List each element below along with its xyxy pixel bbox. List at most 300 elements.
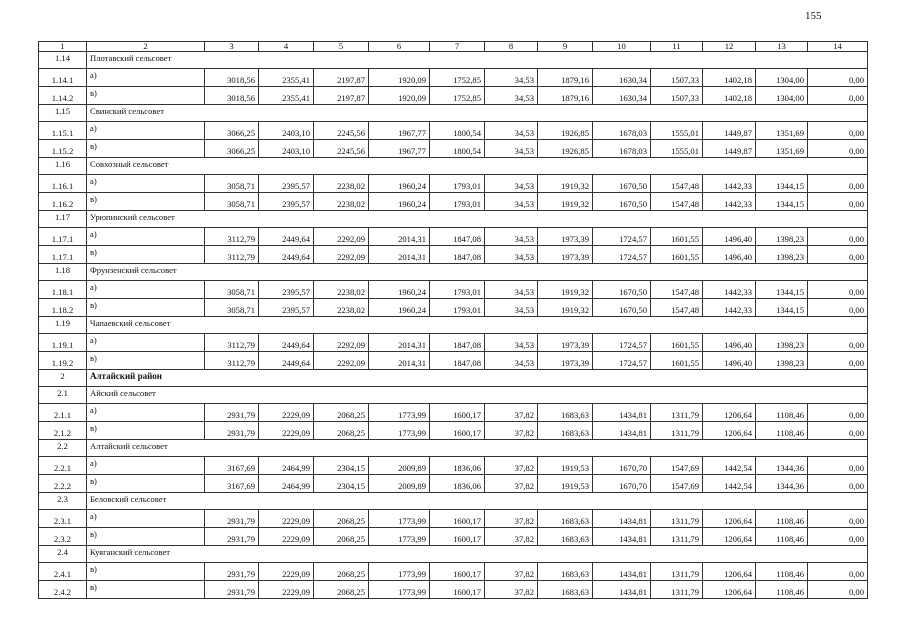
value-cell: 1442,33 [703,193,756,211]
value-cell: 1442,33 [703,175,756,193]
value-cell: 1630,34 [593,69,651,87]
row-code: 2.3.2 [39,528,87,546]
value-cell: 1304,00 [756,69,808,87]
section-code: 1.14 [39,52,87,69]
value-cell: 1442,33 [703,299,756,317]
value-cell: 2355,41 [259,69,314,87]
row-label: в) [87,352,205,370]
value-cell: 1960,24 [369,281,430,299]
header-cell: 11 [651,42,703,52]
value-cell: 3112,79 [205,246,259,264]
value-cell: 1919,53 [538,475,593,493]
value-cell: 2245,56 [314,140,369,158]
value-cell: 1398,23 [756,246,808,264]
value-cell: 1206,64 [703,581,756,599]
value-cell: 1442,54 [703,475,756,493]
value-cell: 1973,39 [538,352,593,370]
value-cell: 2355,41 [259,87,314,105]
section-row [39,440,868,457]
value-cell: 3112,79 [205,352,259,370]
value-cell: 1507,33 [651,87,703,105]
value-cell: 1973,39 [538,228,593,246]
value-cell: 2449,64 [259,228,314,246]
value-cell: 2931,79 [205,528,259,546]
value-cell: 1670,50 [593,175,651,193]
value-cell: 1507,33 [651,69,703,87]
value-cell: 1351,69 [756,122,808,140]
row-code: 1.19.1 [39,334,87,352]
value-cell: 1926,85 [538,122,593,140]
header-cell: 14 [808,42,868,52]
value-cell: 1434,81 [593,422,651,440]
value-cell: 1967,77 [369,140,430,158]
value-cell: 2245,56 [314,122,369,140]
value-cell: 2292,09 [314,334,369,352]
value-cell: 1752,85 [430,69,485,87]
value-cell: 1752,85 [430,87,485,105]
value-cell: 0,00 [808,581,868,599]
value-cell: 2292,09 [314,228,369,246]
row-code: 2.1.1 [39,404,87,422]
value-cell: 2229,09 [259,422,314,440]
value-cell: 2229,09 [259,510,314,528]
value-cell: 1344,15 [756,299,808,317]
section-fill [205,440,868,457]
value-cell: 1108,46 [756,563,808,581]
value-cell: 1683,63 [538,422,593,440]
value-cell: 2014,31 [369,352,430,370]
section-row [39,158,868,175]
value-cell: 37,82 [485,422,538,440]
value-cell: 1773,99 [369,581,430,599]
value-cell: 2395,57 [259,175,314,193]
row-label: а) [87,334,205,352]
value-cell: 1919,32 [538,281,593,299]
value-cell: 37,82 [485,581,538,599]
value-cell: 1773,99 [369,404,430,422]
row-label: в) [87,422,205,440]
value-cell: 1836,06 [430,475,485,493]
value-cell: 0,00 [808,87,868,105]
row-code: 1.17.1 [39,228,87,246]
value-cell: 0,00 [808,228,868,246]
value-cell: 2304,15 [314,475,369,493]
value-cell: 2009,89 [369,475,430,493]
value-cell: 0,00 [808,69,868,87]
value-cell: 1555,01 [651,140,703,158]
section-code: 2.4 [39,546,87,563]
value-cell: 2014,31 [369,334,430,352]
value-cell: 37,82 [485,404,538,422]
value-cell: 1434,81 [593,404,651,422]
value-cell: 1398,23 [756,228,808,246]
value-cell: 1402,18 [703,69,756,87]
value-cell: 1402,18 [703,87,756,105]
value-cell: 2068,25 [314,581,369,599]
value-cell: 1206,64 [703,404,756,422]
header-cell: 12 [703,42,756,52]
value-cell: 1973,39 [538,334,593,352]
header-cell: 1 [39,42,87,52]
value-cell: 2931,79 [205,563,259,581]
row-label: в) [87,246,205,264]
section-code: 2.3 [39,493,87,510]
value-cell: 1442,54 [703,457,756,475]
value-cell: 2931,79 [205,404,259,422]
value-cell: 2229,09 [259,404,314,422]
value-cell: 1344,15 [756,193,808,211]
section-title: Совхозный сельсовет [87,158,205,175]
row-label: в) [87,140,205,158]
section-fill [205,52,868,69]
value-cell: 1601,55 [651,228,703,246]
value-cell: 1434,81 [593,528,651,546]
value-cell: 2197,87 [314,69,369,87]
table-row [39,475,868,493]
value-cell: 1670,70 [593,475,651,493]
value-cell: 3112,79 [205,228,259,246]
value-cell: 34,53 [485,69,538,87]
value-cell: 2238,02 [314,299,369,317]
value-cell: 2068,25 [314,510,369,528]
value-cell: 1773,99 [369,510,430,528]
value-cell: 1311,79 [651,581,703,599]
value-cell: 0,00 [808,193,868,211]
row-code: 1.19.2 [39,352,87,370]
value-cell: 1800,54 [430,122,485,140]
value-cell: 1773,99 [369,422,430,440]
value-cell: 2395,57 [259,299,314,317]
section-row [39,317,868,334]
value-cell: 1919,32 [538,193,593,211]
row-code: 2.3.1 [39,510,87,528]
value-cell: 2395,57 [259,193,314,211]
value-cell: 3167,69 [205,457,259,475]
value-cell: 0,00 [808,175,868,193]
row-label: а) [87,510,205,528]
value-cell: 2449,64 [259,352,314,370]
table-row [39,404,868,422]
row-label: в) [87,528,205,546]
value-cell: 2068,25 [314,404,369,422]
row-label: в) [87,193,205,211]
row-code: 1.15.2 [39,140,87,158]
value-cell: 2464,99 [259,475,314,493]
section-code: 1.19 [39,317,87,334]
row-label: в) [87,299,205,317]
value-cell: 1206,64 [703,528,756,546]
value-cell: 1311,79 [651,404,703,422]
value-cell: 1773,99 [369,563,430,581]
value-cell: 0,00 [808,563,868,581]
value-cell: 1434,81 [593,563,651,581]
value-cell: 1434,81 [593,510,651,528]
value-cell: 1847,08 [430,228,485,246]
value-cell: 3167,69 [205,475,259,493]
value-cell: 1960,24 [369,299,430,317]
value-cell: 1547,69 [651,457,703,475]
header-cell: 13 [756,42,808,52]
header-cell: 9 [538,42,593,52]
section-fill [205,370,868,387]
value-cell: 2449,64 [259,246,314,264]
table-row [39,299,868,317]
value-cell: 2009,89 [369,457,430,475]
value-cell: 2449,64 [259,334,314,352]
value-cell: 1683,63 [538,581,593,599]
header-cell: 7 [430,42,485,52]
section-fill [205,211,868,228]
value-cell: 3066,25 [205,122,259,140]
value-cell: 1547,48 [651,175,703,193]
value-cell: 1683,63 [538,510,593,528]
value-cell: 1630,34 [593,87,651,105]
value-cell: 0,00 [808,528,868,546]
value-cell: 1496,40 [703,334,756,352]
table-row [39,352,868,370]
value-cell: 2068,25 [314,528,369,546]
value-cell: 1547,48 [651,299,703,317]
value-cell: 2931,79 [205,581,259,599]
section-title: Айский сельсовет [87,387,205,404]
section-fill [205,158,868,175]
value-cell: 3018,56 [205,69,259,87]
value-cell: 1108,46 [756,422,808,440]
value-cell: 0,00 [808,475,868,493]
table-row [39,563,868,581]
value-cell: 0,00 [808,281,868,299]
row-code: 1.15.1 [39,122,87,140]
header-row [39,42,868,52]
value-cell: 1670,50 [593,281,651,299]
value-cell: 2292,09 [314,352,369,370]
value-cell: 1108,46 [756,528,808,546]
section-title: Свинский сельсовет [87,105,205,122]
value-cell: 1920,09 [369,69,430,87]
value-cell: 1724,57 [593,334,651,352]
value-cell: 1206,64 [703,510,756,528]
table-row [39,334,868,352]
row-label: в) [87,581,205,599]
row-label: в) [87,475,205,493]
value-cell: 1449,87 [703,122,756,140]
value-cell: 1344,15 [756,281,808,299]
row-code: 1.16.1 [39,175,87,193]
header-cell: 5 [314,42,369,52]
value-cell: 0,00 [808,140,868,158]
value-cell: 0,00 [808,122,868,140]
value-cell: 1108,46 [756,510,808,528]
value-cell: 1108,46 [756,404,808,422]
value-cell: 2014,31 [369,246,430,264]
value-cell: 2395,57 [259,281,314,299]
value-cell: 0,00 [808,352,868,370]
value-cell: 1600,17 [430,581,485,599]
value-cell: 34,53 [485,246,538,264]
value-cell: 1793,01 [430,193,485,211]
value-cell: 37,82 [485,563,538,581]
section-code: 2.1 [39,387,87,404]
value-cell: 1600,17 [430,528,485,546]
value-cell: 3058,71 [205,175,259,193]
value-cell: 1847,08 [430,352,485,370]
value-cell: 34,53 [485,281,538,299]
row-code: 2.1.2 [39,422,87,440]
row-code: 2.4.1 [39,563,87,581]
value-cell: 1919,32 [538,175,593,193]
value-cell: 1398,23 [756,334,808,352]
value-cell: 1847,08 [430,246,485,264]
value-cell: 1920,09 [369,87,430,105]
row-label: а) [87,69,205,87]
value-cell: 3018,56 [205,87,259,105]
section-row [39,493,868,510]
value-cell: 2238,02 [314,281,369,299]
section-row [39,52,868,69]
value-cell: 1555,01 [651,122,703,140]
value-cell: 1547,48 [651,193,703,211]
value-cell: 2229,09 [259,528,314,546]
row-label: а) [87,228,205,246]
table-row [39,140,868,158]
value-cell: 1724,57 [593,352,651,370]
row-code: 2.2.2 [39,475,87,493]
value-cell: 34,53 [485,140,538,158]
row-label: в) [87,87,205,105]
section-title: Алтайский сельсовет [87,440,205,457]
value-cell: 1600,17 [430,563,485,581]
value-cell: 1449,87 [703,140,756,158]
row-code: 1.18.1 [39,281,87,299]
value-cell: 2238,02 [314,175,369,193]
value-cell: 1683,63 [538,404,593,422]
row-label: а) [87,457,205,475]
value-cell: 0,00 [808,246,868,264]
section-row [39,105,868,122]
section-title: Алтайский район [87,370,205,387]
value-cell: 1960,24 [369,193,430,211]
value-cell: 2068,25 [314,422,369,440]
section-fill [205,317,868,334]
value-cell: 1601,55 [651,334,703,352]
row-label: а) [87,281,205,299]
value-cell: 34,53 [485,352,538,370]
value-cell: 1919,53 [538,457,593,475]
value-cell: 2931,79 [205,510,259,528]
section-code: 2.2 [39,440,87,457]
header-cell: 8 [485,42,538,52]
value-cell: 1793,01 [430,175,485,193]
value-cell: 1773,99 [369,528,430,546]
value-cell: 34,53 [485,122,538,140]
section-title: Чапаевский сельсовет [87,317,205,334]
header-cell: 6 [369,42,430,52]
section-code: 1.15 [39,105,87,122]
value-cell: 2403,10 [259,140,314,158]
value-cell: 1670,50 [593,193,651,211]
value-cell: 1547,48 [651,281,703,299]
value-cell: 1496,40 [703,228,756,246]
value-cell: 1600,17 [430,404,485,422]
value-cell: 2292,09 [314,246,369,264]
section-fill [205,264,868,281]
value-cell: 1670,70 [593,457,651,475]
header-cell: 10 [593,42,651,52]
value-cell: 3058,71 [205,193,259,211]
value-cell: 1973,39 [538,246,593,264]
value-cell: 2304,15 [314,457,369,475]
value-cell: 1724,57 [593,246,651,264]
value-cell: 1108,46 [756,581,808,599]
value-cell: 3058,71 [205,299,259,317]
section-title: Плотавский сельсовет [87,52,205,69]
value-cell: 1683,63 [538,528,593,546]
row-code: 1.18.2 [39,299,87,317]
row-label: в) [87,563,205,581]
section-row [39,370,868,387]
value-cell: 1919,32 [538,299,593,317]
section-code: 1.18 [39,264,87,281]
value-cell: 1879,16 [538,87,593,105]
tariff-table [38,41,868,599]
table-row [39,193,868,211]
value-cell: 1847,08 [430,334,485,352]
value-cell: 34,53 [485,87,538,105]
table-row [39,581,868,599]
section-fill [205,493,868,510]
section-code: 1.17 [39,211,87,228]
value-cell: 37,82 [485,528,538,546]
value-cell: 2229,09 [259,563,314,581]
page-number: 155 [805,10,822,22]
table-row [39,122,868,140]
value-cell: 1344,36 [756,457,808,475]
value-cell: 34,53 [485,299,538,317]
value-cell: 1678,03 [593,122,651,140]
value-cell: 1793,01 [430,299,485,317]
section-fill [205,105,868,122]
value-cell: 1311,79 [651,563,703,581]
section-code: 1.16 [39,158,87,175]
value-cell: 1926,85 [538,140,593,158]
value-cell: 1547,69 [651,475,703,493]
value-cell: 2464,99 [259,457,314,475]
header-cell: 4 [259,42,314,52]
table-row [39,175,868,193]
table-row [39,87,868,105]
row-code: 1.17.1 [39,246,87,264]
value-cell: 2014,31 [369,228,430,246]
value-cell: 1600,17 [430,422,485,440]
value-cell: 37,82 [485,510,538,528]
value-cell: 1398,23 [756,352,808,370]
value-cell: 2238,02 [314,193,369,211]
value-cell: 1601,55 [651,246,703,264]
section-row [39,387,868,404]
row-code: 1.16.2 [39,193,87,211]
value-cell: 1442,33 [703,281,756,299]
value-cell: 1670,50 [593,299,651,317]
value-cell: 1601,55 [651,352,703,370]
table-row [39,228,868,246]
row-label: а) [87,175,205,193]
value-cell: 1206,64 [703,563,756,581]
value-cell: 37,82 [485,457,538,475]
section-title: Беловский сельсовет [87,493,205,510]
table-row [39,422,868,440]
section-row [39,211,868,228]
value-cell: 0,00 [808,457,868,475]
